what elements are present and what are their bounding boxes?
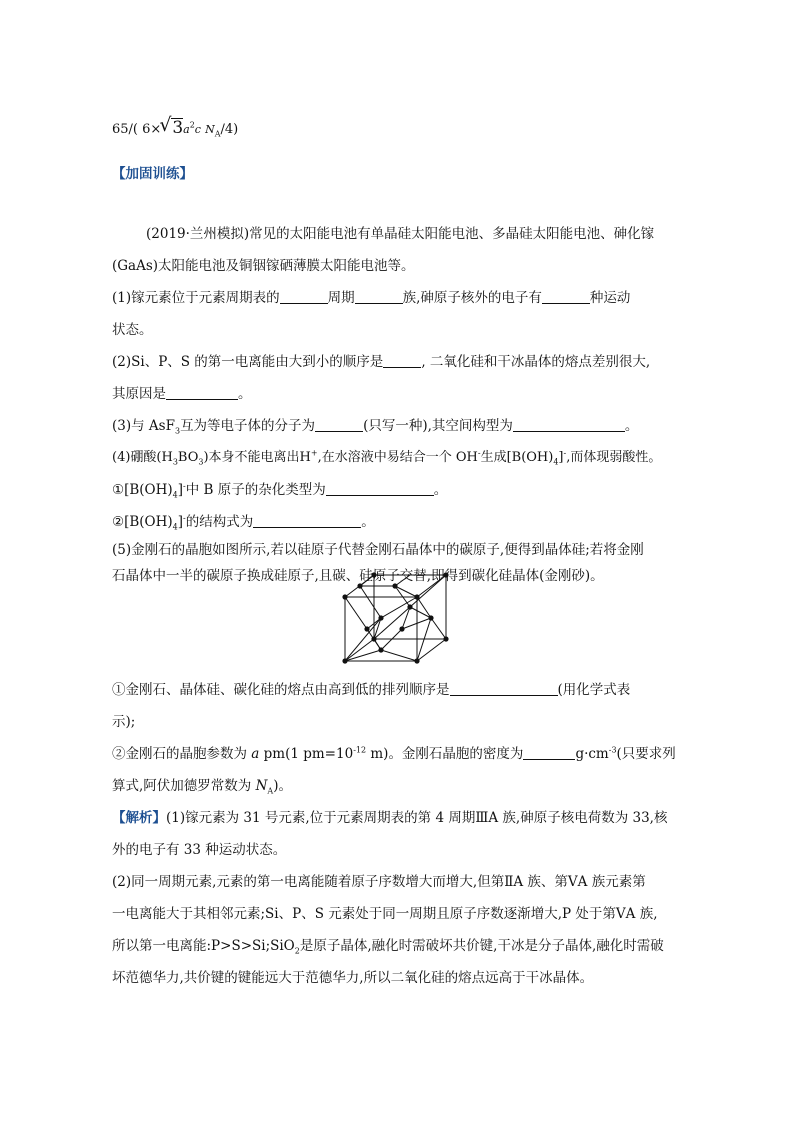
q4-sub1: 3 [172, 457, 178, 467]
q42-sup: - [183, 513, 186, 523]
formula-prefix: 65/( [112, 122, 138, 137]
q4-text-d: ,在水溶液中易结合一个 OH [317, 450, 478, 465]
analysis-l5-sub: 2 [294, 946, 300, 956]
q4-sub3: 4 [553, 457, 559, 467]
q2-text-d: 。 [238, 386, 252, 402]
q2-text-a: (2)Si、P、S 的第一电离能由大到小的顺序是 [112, 354, 384, 370]
answer-blank[interactable] [253, 513, 361, 528]
q52-text-a: ②金刚石的晶胞参数为 [112, 746, 252, 762]
answer-blank[interactable] [383, 353, 421, 368]
q51-text-b: (用化学式表 [557, 682, 631, 698]
q1-text-d: 种运动 [589, 290, 631, 306]
answer-blank[interactable] [326, 481, 434, 496]
q52-text-e: (只要求列 [616, 746, 676, 762]
q42-text-b: ] [177, 514, 184, 530]
analysis-l1-text: (1)镓元素为 31 号元素,位于元素周期表的第 4 周期ⅢA 族,砷原子核电荷数为 33,核 [166, 810, 668, 826]
answer-blank[interactable] [166, 385, 238, 400]
analysis-l5-b: 是原子晶体,融化时需破坏共价键,干冰是分子晶体,融化时需破 [299, 938, 664, 954]
q41-text-d: 。 [433, 482, 448, 498]
q42-text-d: 。 [361, 514, 375, 530]
q41-text-a: ①[B(OH) [112, 482, 173, 498]
q4-text-f: ] [558, 450, 564, 465]
question-5-line-2: 石晶体中一半的碳原子换成硅原子,且碳、硅原子交替,即得到碳化硅晶体(金刚砂)。 [112, 568, 604, 584]
formula-n: N [205, 123, 215, 136]
q3-text-c: (只写一种),其空间构型为 [363, 418, 513, 434]
q3-text-a: (3)与 AsF [112, 418, 175, 434]
analysis-line-3: (2)同一周期元素,元素的第一电离能随着原子序数增大而增大,但第ⅡA 族、第ⅤA 族元素第 [112, 874, 646, 890]
q41-text-b: ] [177, 482, 184, 498]
q4-sup1: + [310, 448, 318, 458]
answer-blank[interactable] [315, 417, 363, 432]
q4-sup3: - [563, 448, 567, 458]
q42-sub: 4 [172, 522, 178, 532]
formula-n-sub: A [214, 129, 221, 139]
intro-line-2: (GaAs)太阳能电池及铜铟镓硒薄膜太阳能电池等。 [112, 258, 415, 274]
q4-text-a: (4)硼酸(H [112, 450, 173, 465]
q4-sup2: - [477, 448, 481, 458]
formula-coef: 6× [142, 122, 162, 137]
answer-blank[interactable] [542, 289, 590, 304]
q52-text-d: g·cm [575, 746, 609, 762]
question-4-1 [112, 480, 447, 500]
analysis-line-2: 外的电子有 33 种运动状态。 [112, 842, 287, 858]
q4-text-g: ,而体现弱酸性。 [566, 450, 662, 465]
question-4 [112, 448, 661, 468]
q2-text-b: , 二氧化硅和干冰晶体的熔点差别很大, [421, 354, 651, 370]
q3-sub: 3 [174, 426, 181, 436]
answer-blank[interactable] [450, 681, 558, 696]
intro-line-1: (2019·兰州模拟)常见的太阳能电池有单晶硅太阳能电池、多晶硅太阳能电池、砷化镓 [146, 226, 655, 242]
formula-root: 3 [172, 118, 184, 138]
q4-text-c: )本身不能电离出H [203, 450, 311, 465]
q42-text-a: ②[B(OH) [112, 514, 173, 530]
q52-n-var: N [255, 778, 268, 794]
q2-text-c: 其原因是 [112, 386, 166, 402]
sqrt-symbol [161, 118, 183, 138]
q4-text-e: 生成[B(OH) [480, 450, 554, 465]
answer-blank[interactable] [523, 745, 575, 760]
q52-text-g: )。 [273, 778, 292, 794]
q3-text-d: 。 [624, 418, 639, 434]
analysis-line-5 [112, 936, 664, 956]
q52-text-c: m)。金刚石晶胞的密度为 [366, 746, 524, 762]
analysis-line-1 [112, 808, 667, 828]
q41-text-c: 中 B 原子的杂化类型为 [185, 482, 326, 498]
q4-text-b: BO [177, 450, 199, 465]
formula-a: a [183, 123, 190, 136]
q1-text-b: 周期 [327, 290, 355, 306]
q1-text-c: 族,砷原子核外的电子有 [402, 290, 542, 306]
q1-text-a: (1)镓元素位于元素周期表的 [112, 290, 280, 306]
q52-a-var: a [251, 746, 260, 762]
answer-blank[interactable] [280, 289, 328, 304]
question-3 [112, 416, 638, 436]
question-4-2 [112, 512, 375, 532]
question-1-cont: 状态。 [112, 322, 153, 338]
q52-text-f: 算式,阿伏加德罗常数为 [112, 778, 256, 794]
question-1 [112, 288, 630, 308]
question-5-2-cont [112, 776, 292, 796]
analysis-line-6: 坏范德华力,共价键的键能远大于范德华力,所以二氧化硅的熔点远高于干冰晶体。 [112, 970, 594, 986]
q4-sub2: 3 [198, 457, 204, 467]
answer-blank[interactable] [355, 289, 403, 304]
question-2 [112, 352, 650, 372]
density-formula: 65/( 6×√ $3a^2c$ $N_A/4$) [112, 118, 238, 140]
formula-c: c [194, 123, 201, 136]
question-5-2 [112, 744, 676, 764]
question-5-1 [112, 680, 630, 700]
q3-text-b: 互为等电子体的分子为 [180, 418, 316, 434]
q52-n-sub: A [267, 786, 274, 796]
question-5-1-cont: 示); [112, 714, 136, 730]
analysis-l5-a: 所以第一电离能:P>S>Si;SiO [112, 938, 295, 954]
answer-blank[interactable] [513, 417, 625, 432]
formula-end: /4) [220, 122, 239, 137]
q52-sup1: -12 [353, 745, 367, 755]
question-5-line-1: (5)金刚石的晶胞如图所示,若以硅原子代替金刚石晶体中的碳原子,便得到晶体硅;若将金刚 [112, 542, 644, 558]
q52-sup2: -3 [608, 745, 617, 755]
q41-sup: - [183, 481, 186, 491]
analysis-line-4: 一电离能大于其相邻元素;Si、P、S 元素处于同一周期且原子序数逐渐增大,P 处于第ⅤA 族, [112, 906, 658, 922]
q41-sub: 4 [172, 490, 178, 500]
section-title: 【加固训练】 [112, 166, 193, 182]
question-2-cont [112, 384, 252, 404]
q42-text-c: 的结构式为 [185, 514, 254, 530]
q51-text-a: ①金刚石、晶体硅、碳化硅的熔点由高到低的排列顺序是 [112, 682, 450, 698]
q52-text-b: pm(1 pm=10 [259, 746, 354, 762]
analysis-tag: 【解析】 [112, 810, 166, 826]
